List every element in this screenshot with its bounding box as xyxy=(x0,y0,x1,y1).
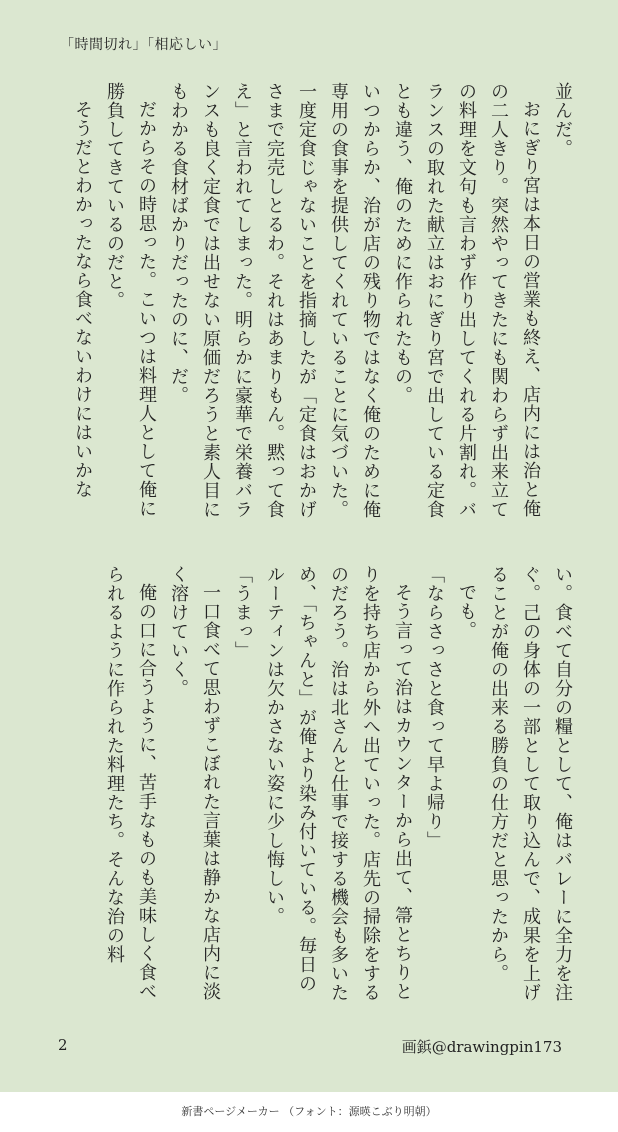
paragraph: 並んだ。 xyxy=(552,82,573,158)
paragraph: そうだとわかったなら食べないわけにはいかな xyxy=(72,100,93,499)
paragraph: いつからか、治が店の残り物ではなく俺のために俺専用の食事を提供してくれていることに気づいた。一度定食じゃないことを指摘したが「定食はおかげさまで完売しとるわ。それはあまりもん。黙って食え」と言われてしまった。明らかに豪華で栄養バランスも良く定食では出せない原価だろうと素人目にもわかる食材ばかりだったのに、だ。 xyxy=(168,82,381,519)
paragraph: 俺の口に合うように、苦手なものも美味しく食べられるように作られた料理たち。そんな治の料 xyxy=(104,565,157,1001)
paragraph: だからその時思った。こいつは料理人として俺に勝負してきているのだと。 xyxy=(104,82,157,518)
upper-text-block xyxy=(72,82,578,526)
paragraph: でも。 xyxy=(456,583,477,640)
author-credit: 画鋲@drawingpin173 xyxy=(401,1038,562,1056)
paragraph: 一口食べて思わずこぼれた言葉は静かな店内に淡く溶けていく。 xyxy=(168,565,221,1001)
paragraph: い。食べて自分の糧として、俺はバレーに全力を注ぐ。己の身体の一部として取り込んで、成果を上げることが俺の出来る勝負の仕方だと思ったから。 xyxy=(488,565,573,1002)
lower-text-block xyxy=(78,565,578,1009)
paragraph: 「ならさっさと食って早よ帰り」 xyxy=(424,565,445,850)
paragraph: 「うまっ」 xyxy=(232,565,253,660)
page-header-title: 「時間切れ」「相応しい」 xyxy=(60,37,227,53)
page-number: 2 xyxy=(58,1036,68,1054)
paragraph: そう言って治はカウンターから出て、箒とちりとりを持ち店から外へ出ていった。店先の掃除をするのだろう。治は北さんと仕事で接する機会も多いため、「ちゃんと」が俺より染み付いている。毎日のルーティンは欠かさない姿に少し悔しい。 xyxy=(264,565,413,1002)
tool-credit: 新書ページメーカー （フォント：源暎こぶり明朝） xyxy=(0,1092,618,1132)
paragraph: おにぎり宮は本日の営業も終え、店内には治と俺の二人きり。突然やってきたにも関わらず出来立ての料理を文句も言わず作り出してくれる片割れ。バランスの取れた献立はおにぎり宮で出している定食とも違う、俺のために作られたもの。 xyxy=(392,82,541,519)
